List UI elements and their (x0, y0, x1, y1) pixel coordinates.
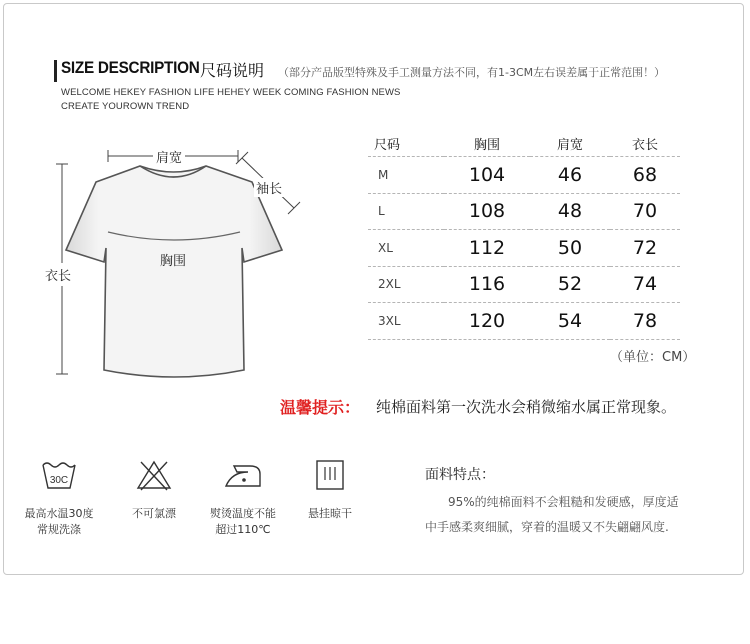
header-subtitle-2: CREATE YOUROWN TREND (61, 101, 190, 112)
svg-text:30C: 30C (49, 475, 69, 486)
care-item-wash (4, 458, 114, 538)
header-shoulder: 肩宽 (530, 131, 610, 157)
measurement-note: （部分产品版型特殊及手工测量方法不同，有1-3CM左右误差属于正常范围！） (278, 66, 666, 79)
size-cell: XL (368, 230, 444, 267)
table-row (368, 157, 680, 194)
care-wash-line1: 最高水温30度 (24, 507, 94, 520)
chest-cell: 104 (444, 157, 530, 194)
size-table (368, 131, 680, 340)
care-iron-line2: 超过110℃ (215, 523, 271, 536)
tip-text: 纯棉面料第一次洗水会稍微缩水属正常现象。 (376, 398, 677, 416)
chest-cell: 108 (444, 193, 530, 230)
fabric-line-2: 中手感柔爽细腻，穿着的温暖又不失翩翩风度. (425, 520, 669, 534)
length-cell: 72 (610, 230, 680, 267)
iron-icon (222, 458, 264, 492)
shoulder-cell: 48 (530, 193, 610, 230)
care-item-hang-dry (275, 458, 385, 522)
care-iron-line1: 熨烫温度不能 (210, 507, 276, 520)
fabric-title: 面料特点： (425, 467, 495, 483)
chest-cell: 120 (444, 303, 530, 340)
length-cell: 68 (610, 157, 680, 194)
shoulder-cell: 52 (530, 266, 610, 303)
shoulder-cell: 50 (530, 230, 610, 267)
header-length: 衣长 (610, 131, 680, 157)
no-bleach-icon (135, 458, 173, 492)
chest-label: 胸围 (160, 254, 187, 269)
table-row (368, 193, 680, 230)
size-table-header (368, 131, 680, 157)
length-cell: 78 (610, 303, 680, 340)
title-accent-bar (54, 60, 57, 82)
size-cell: 2XL (368, 266, 444, 303)
length-cell: 70 (610, 193, 680, 230)
size-description-cn-title: 尺码说明 (200, 61, 265, 80)
size-cell: M (368, 157, 444, 194)
tshirt-outline (66, 166, 282, 377)
size-cell: 3XL (368, 303, 444, 340)
chest-cell: 116 (444, 266, 530, 303)
table-row (368, 303, 680, 340)
length-cell: 74 (610, 266, 680, 303)
header-chest: 胸围 (444, 131, 530, 157)
table-row (368, 266, 680, 303)
care-wash-line2: 常规洗涤 (37, 523, 81, 536)
header-size: 尺码 (368, 131, 444, 157)
hang-dry-icon (313, 458, 347, 492)
wash-30-icon (40, 458, 78, 492)
fabric-line-1: 95%的纯棉面料不会粗糙和发硬感，厚度适 (448, 495, 679, 509)
care-hang-dry-line1: 悬挂晾干 (308, 507, 352, 520)
length-label: 衣长 (45, 263, 71, 286)
table-row (368, 230, 680, 267)
shoulder-label: 肩宽 (153, 147, 185, 166)
shoulder-cell: 54 (530, 303, 610, 340)
size-cell: L (368, 193, 444, 230)
chest-cell: 112 (444, 230, 530, 267)
sleeve-label: 袖长 (254, 178, 284, 197)
unit-label: （单位：CM） (610, 350, 696, 365)
tip-label: 温馨提示： (280, 398, 361, 417)
care-no-bleach-line1: 不可氯漂 (132, 507, 176, 520)
shoulder-cell: 46 (530, 157, 610, 194)
size-description-title: SIZE DESCRIPTION (61, 58, 200, 77)
header-subtitle-1: WELCOME HEKEY FASHION LIFE HEHEY WEEK COMING FASHION NEWS (61, 87, 401, 98)
